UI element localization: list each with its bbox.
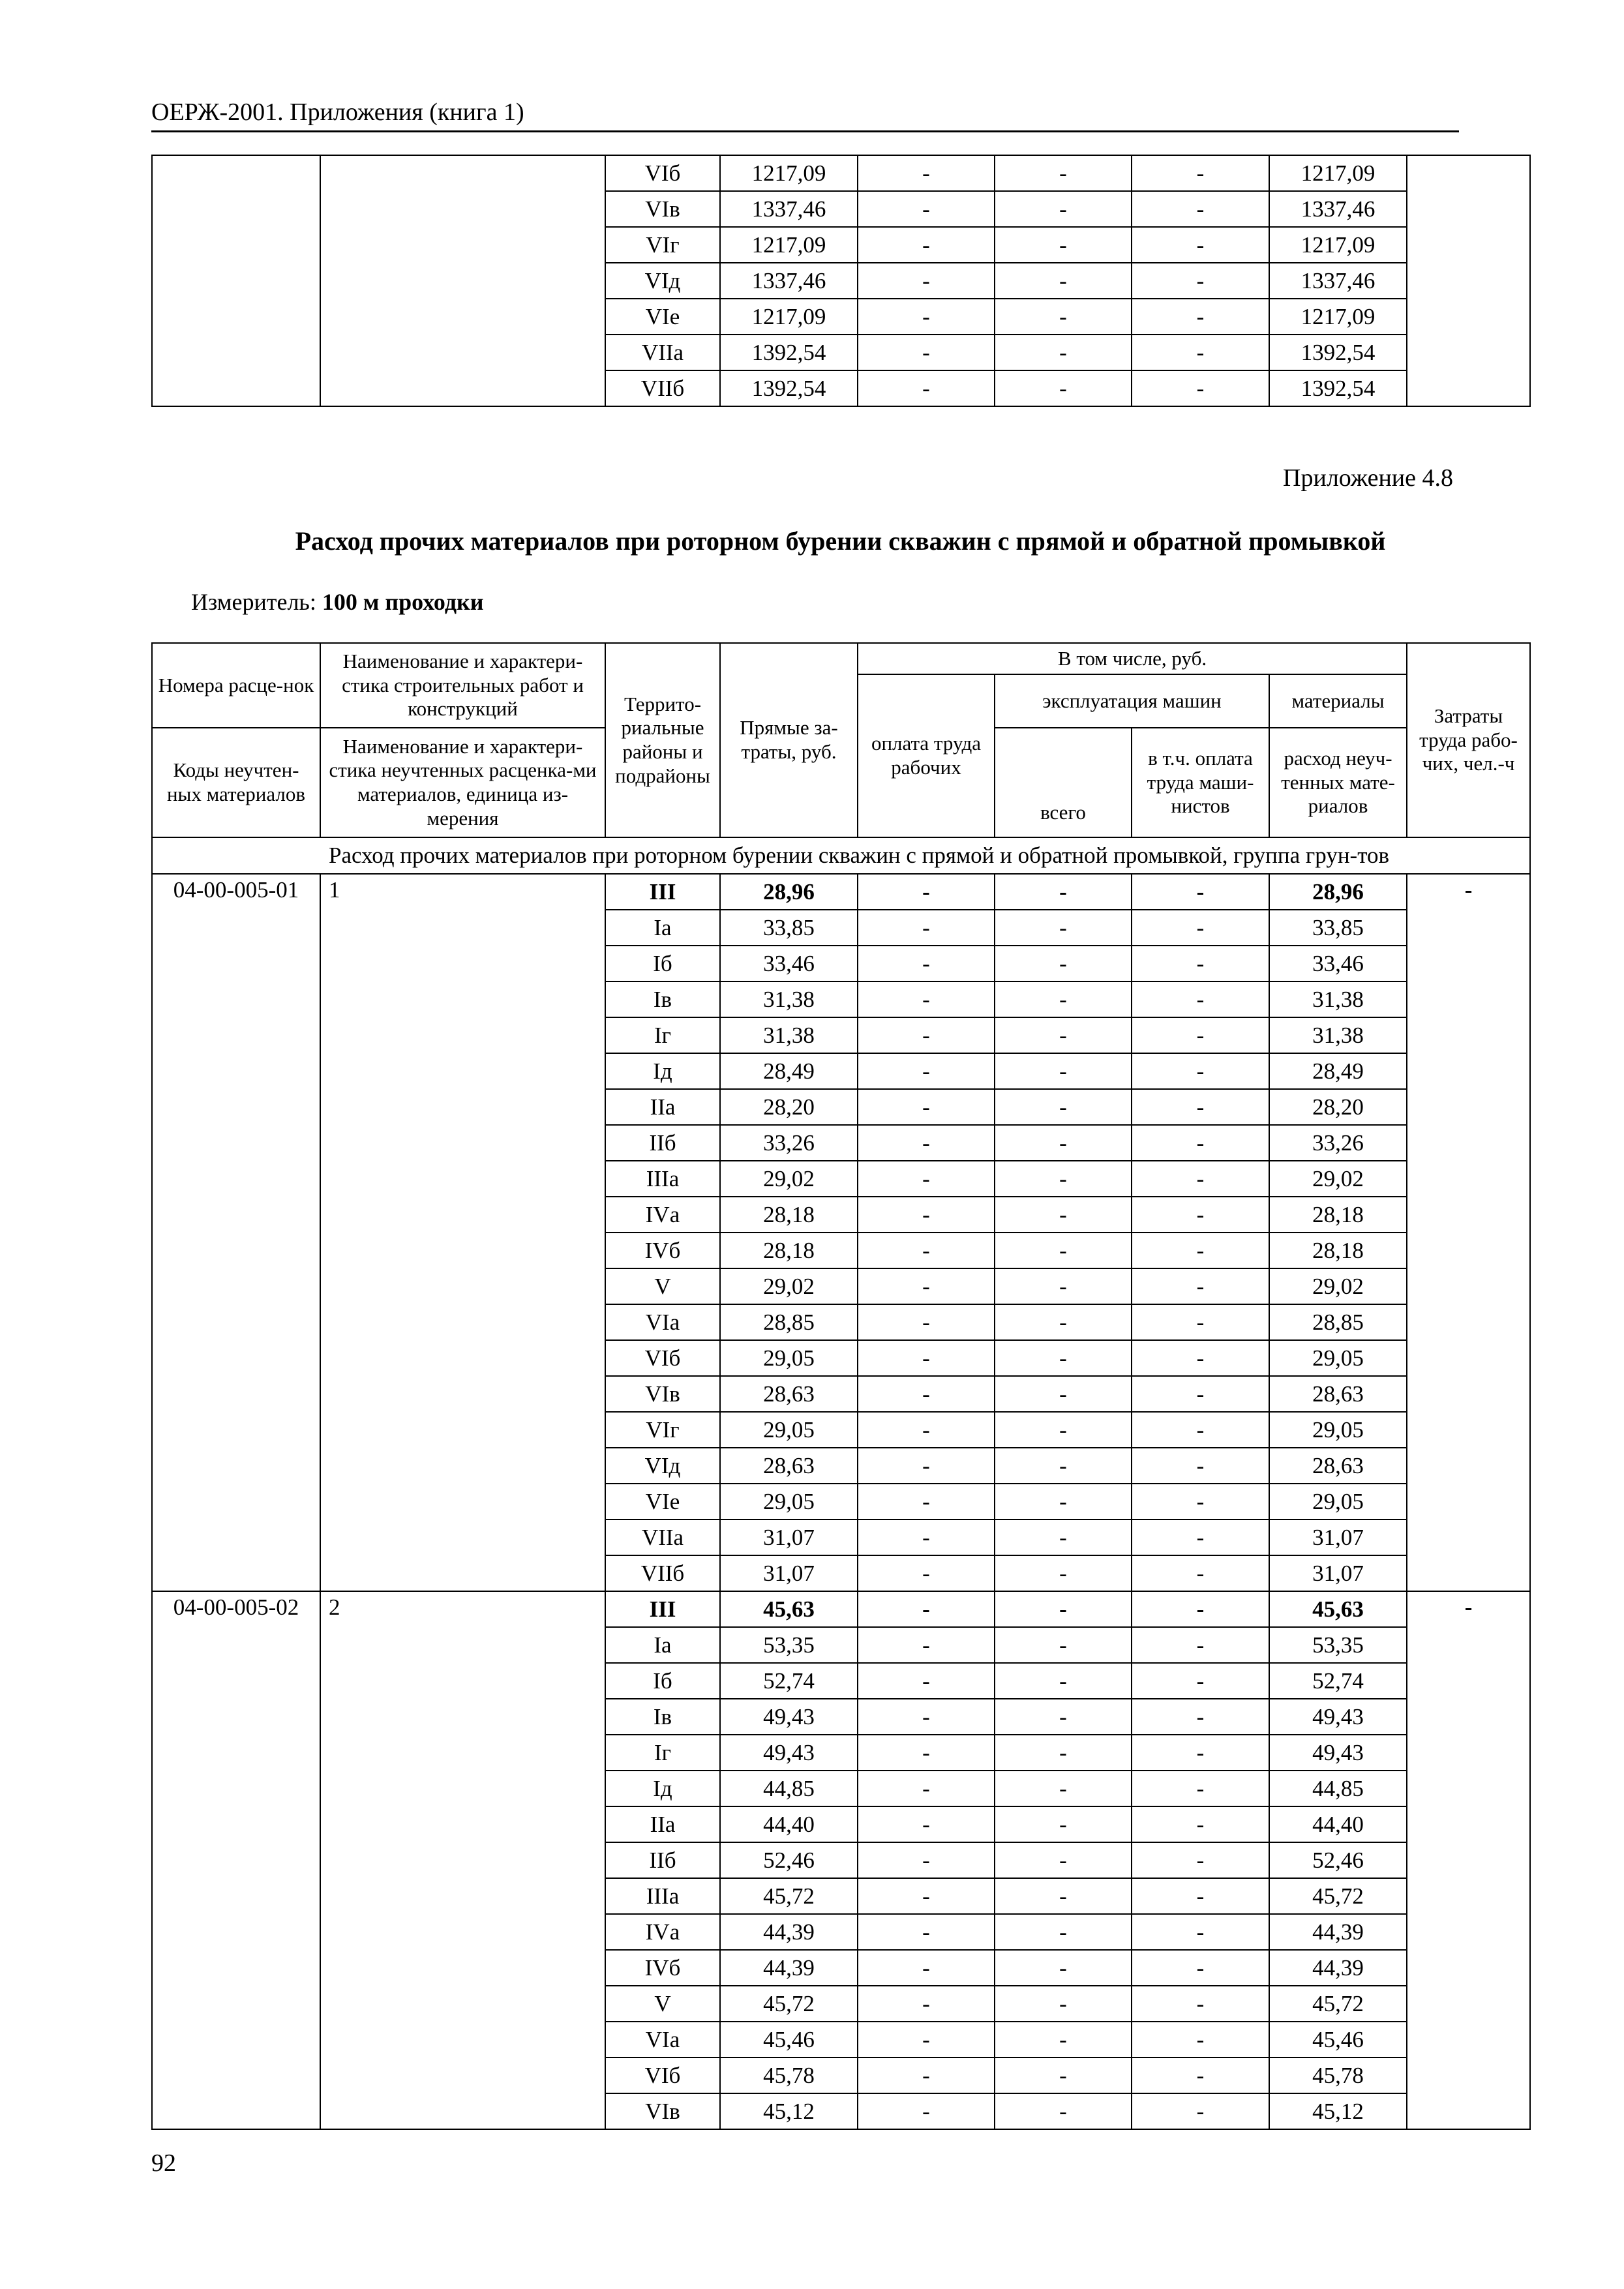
territory-cell: VIб [605,2057,720,2093]
direct-costs-cell: 44,85 [720,1771,858,1806]
direct-costs-cell: 28,49 [720,1053,858,1089]
machinist-pay-cell: - [1132,946,1269,981]
machine-total-cell: - [995,1053,1132,1089]
direct-costs-cell: 33,85 [720,910,858,946]
territory-cell: VIд [605,1448,720,1484]
machinist-pay-cell: - [1132,1197,1269,1233]
group-title: Расход прочих материалов при роторном бурении скважин с прямой и обратной промывкой, группа грун-тов [152,837,1530,874]
header-machine-operation: эксплуатация машин [995,674,1269,728]
rate-code-cell: 04-00-005-01 [152,874,320,1591]
header-direct-costs: Прямые за-траты, руб. [720,643,858,837]
unit-value: 100 м проходки [322,589,484,615]
machine-total-cell: - [995,2057,1132,2093]
materials-cell: 45,78 [1269,2057,1407,2093]
direct-costs-cell: 33,46 [720,946,858,981]
materials-cell: 29,05 [1269,1340,1407,1376]
direct-costs-cell: 29,05 [720,1484,858,1519]
machinist-pay-cell: - [1132,1555,1269,1591]
direct-costs-cell: 29,02 [720,1268,858,1304]
labor-pay-cell: - [858,1950,995,1986]
labor-pay-cell: - [858,1197,995,1233]
materials-cell: 44,40 [1269,1806,1407,1842]
materials-cell: 28,85 [1269,1304,1407,1340]
header-including: В том числе, руб. [858,643,1407,674]
machinist-pay-cell: - [1132,299,1269,335]
territory-cell: VIа [605,1304,720,1340]
direct-costs-cell: 1217,09 [720,155,858,191]
continuation-table [151,155,1531,407]
header-machinist-pay: в т.ч. оплата труда маши-нистов [1132,728,1269,837]
direct-costs-cell: 1337,46 [720,263,858,299]
machine-total-cell: - [995,299,1132,335]
machinist-pay-cell: - [1132,1089,1269,1125]
machine-total-cell: - [995,1017,1132,1053]
territory-cell: IIб [605,1125,720,1161]
materials-cell: 52,46 [1269,1842,1407,1878]
direct-costs-cell: 31,07 [720,1519,858,1555]
direct-costs-cell: 28,96 [720,874,858,910]
materials-cell: 28,18 [1269,1233,1407,1268]
territory-cell: VIг [605,227,720,263]
direct-costs-cell: 45,72 [720,1986,858,2022]
machine-total-cell: - [995,335,1132,370]
territory-cell: Iд [605,1053,720,1089]
machine-total-cell: - [995,1197,1132,1233]
direct-costs-cell: 52,46 [720,1842,858,1878]
header-material-codes: Коды неучтен-ных материалов [152,728,320,837]
machine-total-cell: - [995,1914,1132,1950]
machine-total-cell: - [995,1878,1132,1914]
direct-costs-cell: 49,43 [720,1699,858,1735]
territory-cell: Iа [605,1627,720,1663]
rates-table-body [152,837,1530,2129]
appendix-label: Приложение 4.8 [1283,464,1453,492]
machinist-pay-cell: - [1132,1842,1269,1878]
territory-cell: Iв [605,981,720,1017]
territory-cell: Iг [605,1735,720,1771]
labor-pay-cell: - [858,1448,995,1484]
materials-cell: 29,02 [1269,1161,1407,1197]
table-row [152,874,1530,910]
materials-cell: 1217,09 [1269,227,1407,263]
header-materials: материалы [1269,674,1407,728]
machinist-pay-cell: - [1132,1627,1269,1663]
header-rule [151,130,1459,132]
materials-cell: 53,35 [1269,1627,1407,1663]
materials-cell: 45,72 [1269,1986,1407,2022]
machinist-pay-cell: - [1132,1986,1269,2022]
direct-costs-cell: 31,38 [720,1017,858,1053]
machinist-pay-cell: - [1132,2022,1269,2057]
territory-cell: Iб [605,1663,720,1699]
territory-cell: IIIа [605,1161,720,1197]
territory-cell: V [605,1986,720,2022]
machine-total-cell: - [995,370,1132,406]
direct-costs-cell: 28,85 [720,1304,858,1340]
materials-cell: 1392,54 [1269,335,1407,370]
direct-costs-cell: 1217,09 [720,299,858,335]
labor-pay-cell: - [858,155,995,191]
labor-pay-cell: - [858,1304,995,1340]
direct-costs-cell: 29,05 [720,1412,858,1448]
materials-cell: 45,12 [1269,2093,1407,2129]
territory-cell: VIIб [605,1555,720,1591]
materials-cell: 49,43 [1269,1699,1407,1735]
direct-costs-cell: 44,39 [720,1914,858,1950]
unit-line [191,588,484,616]
materials-cell: 1217,09 [1269,299,1407,335]
machine-total-cell: - [995,1125,1132,1161]
section-title: Расход прочих материалов при роторном бурении скважин с прямой и обратной промывкой [295,526,1386,556]
labor-pay-cell: - [858,370,995,406]
table-row [152,155,1530,191]
labor-pay-cell: - [858,227,995,263]
direct-costs-cell: 53,35 [720,1627,858,1663]
materials-cell: 29,02 [1269,1268,1407,1304]
machine-total-cell: - [995,191,1132,227]
territory-cell: IVб [605,1950,720,1986]
labor-pay-cell: - [858,1699,995,1735]
labor-pay-cell: - [858,874,995,910]
labor-pay-cell: - [858,1376,995,1412]
machine-total-cell: - [995,981,1132,1017]
machinist-pay-cell: - [1132,1663,1269,1699]
direct-costs-cell: 31,38 [720,981,858,1017]
machine-total-cell: - [995,1268,1132,1304]
machine-total-cell: - [995,1771,1132,1806]
machine-total-cell: - [995,1089,1132,1125]
direct-costs-cell: 33,26 [720,1125,858,1161]
territory-cell: VIв [605,1376,720,1412]
materials-cell: 28,63 [1269,1376,1407,1412]
machinist-pay-cell: - [1132,1950,1269,1986]
labor-pay-cell: - [858,1914,995,1950]
machinist-pay-cell: - [1132,1053,1269,1089]
labor-pay-cell: - [858,1842,995,1878]
name-cell-empty [320,155,605,406]
labor-pay-cell: - [858,910,995,946]
materials-cell: 28,20 [1269,1089,1407,1125]
direct-costs-cell: 52,74 [720,1663,858,1699]
materials-cell: 45,72 [1269,1878,1407,1914]
header-material-name: Наименование и характери-стика неучтенных расценка-ми материалов, единица из-мерения [320,728,605,837]
machine-total-cell: - [995,1735,1132,1771]
labor-pay-cell: - [858,1412,995,1448]
machinist-pay-cell: - [1132,1878,1269,1914]
machine-total-cell: - [995,874,1132,910]
running-header: ОЕРЖ-2001. Приложения (книга 1) [151,98,524,126]
direct-costs-cell: 1217,09 [720,227,858,263]
direct-costs-cell: 28,18 [720,1197,858,1233]
labor-pay-cell: - [858,191,995,227]
materials-cell: 31,07 [1269,1519,1407,1555]
territory-cell: III [605,1591,720,1627]
territory-cell: VIIа [605,335,720,370]
territory-cell: IVб [605,1233,720,1268]
materials-cell: 1337,46 [1269,191,1407,227]
territory-cell: VIIа [605,1519,720,1555]
direct-costs-cell: 1337,46 [720,191,858,227]
labor-pay-cell: - [858,1735,995,1771]
direct-costs-cell: 28,20 [720,1089,858,1125]
labor-costs-cell-empty [1407,155,1530,406]
machine-total-cell: - [995,1627,1132,1663]
labor-pay-cell: - [858,946,995,981]
territory-cell: IVа [605,1914,720,1950]
machine-total-cell: - [995,1340,1132,1376]
machinist-pay-cell: - [1132,1735,1269,1771]
machinist-pay-cell: - [1132,1806,1269,1842]
direct-costs-cell: 45,12 [720,2093,858,2129]
labor-pay-cell: - [858,1053,995,1089]
materials-cell: 1337,46 [1269,263,1407,299]
territory-cell: VIIб [605,370,720,406]
machine-total-cell: - [995,1412,1132,1448]
machinist-pay-cell: - [1132,1268,1269,1304]
materials-cell: 28,96 [1269,874,1407,910]
direct-costs-cell: 44,40 [720,1806,858,1842]
territory-cell: IIа [605,1806,720,1842]
rate-number-cell: 2 [320,1591,605,2129]
labor-pay-cell: - [858,1089,995,1125]
labor-pay-cell: - [858,1627,995,1663]
materials-cell: 33,46 [1269,946,1407,981]
labor-pay-cell: - [858,1268,995,1304]
machine-total-cell: - [995,1986,1132,2022]
materials-cell: 44,85 [1269,1771,1407,1806]
header-work-name: Наименование и характери-стика строительных работ и конструкций [320,643,605,728]
materials-cell: 1217,09 [1269,155,1407,191]
direct-costs-cell: 31,07 [720,1555,858,1591]
table-row [152,1591,1530,1627]
machinist-pay-cell: - [1132,2057,1269,2093]
direct-costs-cell: 28,63 [720,1376,858,1412]
materials-cell: 28,49 [1269,1053,1407,1089]
machinist-pay-cell: - [1132,1914,1269,1950]
materials-cell: 31,38 [1269,981,1407,1017]
labor-pay-cell: - [858,1591,995,1627]
direct-costs-cell: 29,02 [720,1161,858,1197]
machinist-pay-cell: - [1132,1376,1269,1412]
direct-costs-cell: 45,46 [720,2022,858,2057]
machine-total-cell: - [995,263,1132,299]
machine-total-cell: - [995,1519,1132,1555]
territory-cell: Iб [605,946,720,981]
labor-pay-cell: - [858,263,995,299]
materials-cell: 29,05 [1269,1484,1407,1519]
labor-pay-cell: - [858,1986,995,2022]
machinist-pay-cell: - [1132,191,1269,227]
machine-total-cell: - [995,1448,1132,1484]
machine-total-cell: - [995,1484,1132,1519]
materials-cell: 33,85 [1269,910,1407,946]
machinist-pay-cell: - [1132,1448,1269,1484]
materials-cell: 31,38 [1269,1017,1407,1053]
labor-pay-cell: - [858,1161,995,1197]
territory-cell: III [605,874,720,910]
machine-total-cell: - [995,2093,1132,2129]
labor-costs-cell: - [1407,1591,1530,2129]
code-cell-empty [152,155,320,406]
territory-cell: VIг [605,1412,720,1448]
machinist-pay-cell: - [1132,1412,1269,1448]
labor-costs-cell: - [1407,874,1530,1591]
page-number: 92 [151,2149,176,2177]
header-unaccounted-materials: расход неуч-тенных мате-риалов [1269,728,1407,837]
machinist-pay-cell: - [1132,1304,1269,1340]
labor-pay-cell: - [858,1519,995,1555]
machine-total-cell: - [995,1555,1132,1591]
territory-cell: VIд [605,263,720,299]
labor-pay-cell: - [858,299,995,335]
labor-pay-cell: - [858,1340,995,1376]
materials-cell: 28,18 [1269,1197,1407,1233]
territory-cell: VIб [605,1340,720,1376]
direct-costs-cell: 44,39 [720,1950,858,1986]
machinist-pay-cell: - [1132,263,1269,299]
direct-costs-cell: 45,78 [720,2057,858,2093]
labor-pay-cell: - [858,2022,995,2057]
machine-total-cell: - [995,1699,1132,1735]
direct-costs-cell: 45,72 [720,1878,858,1914]
machinist-pay-cell: - [1132,1699,1269,1735]
territory-cell: VIв [605,2093,720,2129]
machinist-pay-cell: - [1132,1233,1269,1268]
machine-total-cell: - [995,1842,1132,1878]
direct-costs-cell: 1392,54 [720,370,858,406]
materials-cell: 52,74 [1269,1663,1407,1699]
materials-cell: 31,07 [1269,1555,1407,1591]
labor-pay-cell: - [858,1878,995,1914]
territory-cell: IIб [605,1842,720,1878]
labor-pay-cell: - [858,1233,995,1268]
machinist-pay-cell: - [1132,1771,1269,1806]
labor-pay-cell: - [858,1555,995,1591]
territory-cell: IIа [605,1089,720,1125]
direct-costs-cell: 28,18 [720,1233,858,1268]
machinist-pay-cell: - [1132,1125,1269,1161]
labor-pay-cell: - [858,1125,995,1161]
machinist-pay-cell: - [1132,1340,1269,1376]
machinist-pay-cell: - [1132,874,1269,910]
territory-cell: Iв [605,1699,720,1735]
territory-cell: VIа [605,2022,720,2057]
rate-code-cell: 04-00-005-02 [152,1591,320,2129]
machine-total-cell: - [995,227,1132,263]
machine-total-cell: - [995,155,1132,191]
labor-pay-cell: - [858,981,995,1017]
materials-cell: 44,39 [1269,1950,1407,1986]
materials-cell: 45,63 [1269,1591,1407,1627]
header-rate-numbers: Номера расце-нок [152,643,320,728]
direct-costs-cell: 28,63 [720,1448,858,1484]
continuation-table-body [152,155,1530,406]
machine-total-cell: - [995,1591,1132,1627]
header-labor-costs: Затраты труда рабо-чих, чел.-ч [1407,643,1530,837]
unit-label: Измеритель: [191,589,316,615]
machinist-pay-cell: - [1132,370,1269,406]
machine-total-cell: - [995,2022,1132,2057]
labor-pay-cell: - [858,1017,995,1053]
materials-cell: 29,05 [1269,1412,1407,1448]
labor-pay-cell: - [858,1771,995,1806]
materials-cell: 49,43 [1269,1735,1407,1771]
materials-cell: 45,46 [1269,2022,1407,2057]
machinist-pay-cell: - [1132,155,1269,191]
territory-cell: VIб [605,155,720,191]
direct-costs-cell: 49,43 [720,1735,858,1771]
machinist-pay-cell: - [1132,1017,1269,1053]
territory-cell: VIе [605,1484,720,1519]
labor-pay-cell: - [858,1663,995,1699]
machinist-pay-cell: - [1132,1161,1269,1197]
machine-total-cell: - [995,1663,1132,1699]
direct-costs-cell: 45,63 [720,1591,858,1627]
territory-cell: Iд [605,1771,720,1806]
machinist-pay-cell: - [1132,227,1269,263]
machinist-pay-cell: - [1132,1591,1269,1627]
territory-cell: V [605,1268,720,1304]
labor-pay-cell: - [858,335,995,370]
machine-total-cell: - [995,1806,1132,1842]
header-labor-pay: оплата труда рабочих [858,674,995,837]
machine-total-cell: - [995,946,1132,981]
machinist-pay-cell: - [1132,910,1269,946]
machine-total-cell: - [995,1376,1132,1412]
labor-pay-cell: - [858,2093,995,2129]
territory-cell: Iг [605,1017,720,1053]
territory-cell: Iа [605,910,720,946]
materials-cell: 44,39 [1269,1914,1407,1950]
machine-total-cell: - [995,1304,1132,1340]
header-territory: Террито-риальные районы и подрайоны [605,643,720,837]
direct-costs-cell: 29,05 [720,1340,858,1376]
machine-total-cell: - [995,1950,1132,1986]
header-total: всего [995,728,1132,837]
materials-cell: 33,26 [1269,1125,1407,1161]
machinist-pay-cell: - [1132,2093,1269,2129]
territory-cell: VIв [605,191,720,227]
labor-pay-cell: - [858,1806,995,1842]
machine-total-cell: - [995,910,1132,946]
rate-number-cell: 1 [320,874,605,1591]
rates-table [151,642,1531,2130]
territory-cell: IVа [605,1197,720,1233]
materials-cell: 1392,54 [1269,370,1407,406]
labor-pay-cell: - [858,1484,995,1519]
labor-pay-cell: - [858,2057,995,2093]
machinist-pay-cell: - [1132,335,1269,370]
machinist-pay-cell: - [1132,1484,1269,1519]
territory-cell: VIе [605,299,720,335]
territory-cell: IIIа [605,1878,720,1914]
machinist-pay-cell: - [1132,1519,1269,1555]
direct-costs-cell: 1392,54 [720,335,858,370]
machine-total-cell: - [995,1161,1132,1197]
materials-cell: 28,63 [1269,1448,1407,1484]
machine-total-cell: - [995,1233,1132,1268]
machinist-pay-cell: - [1132,981,1269,1017]
